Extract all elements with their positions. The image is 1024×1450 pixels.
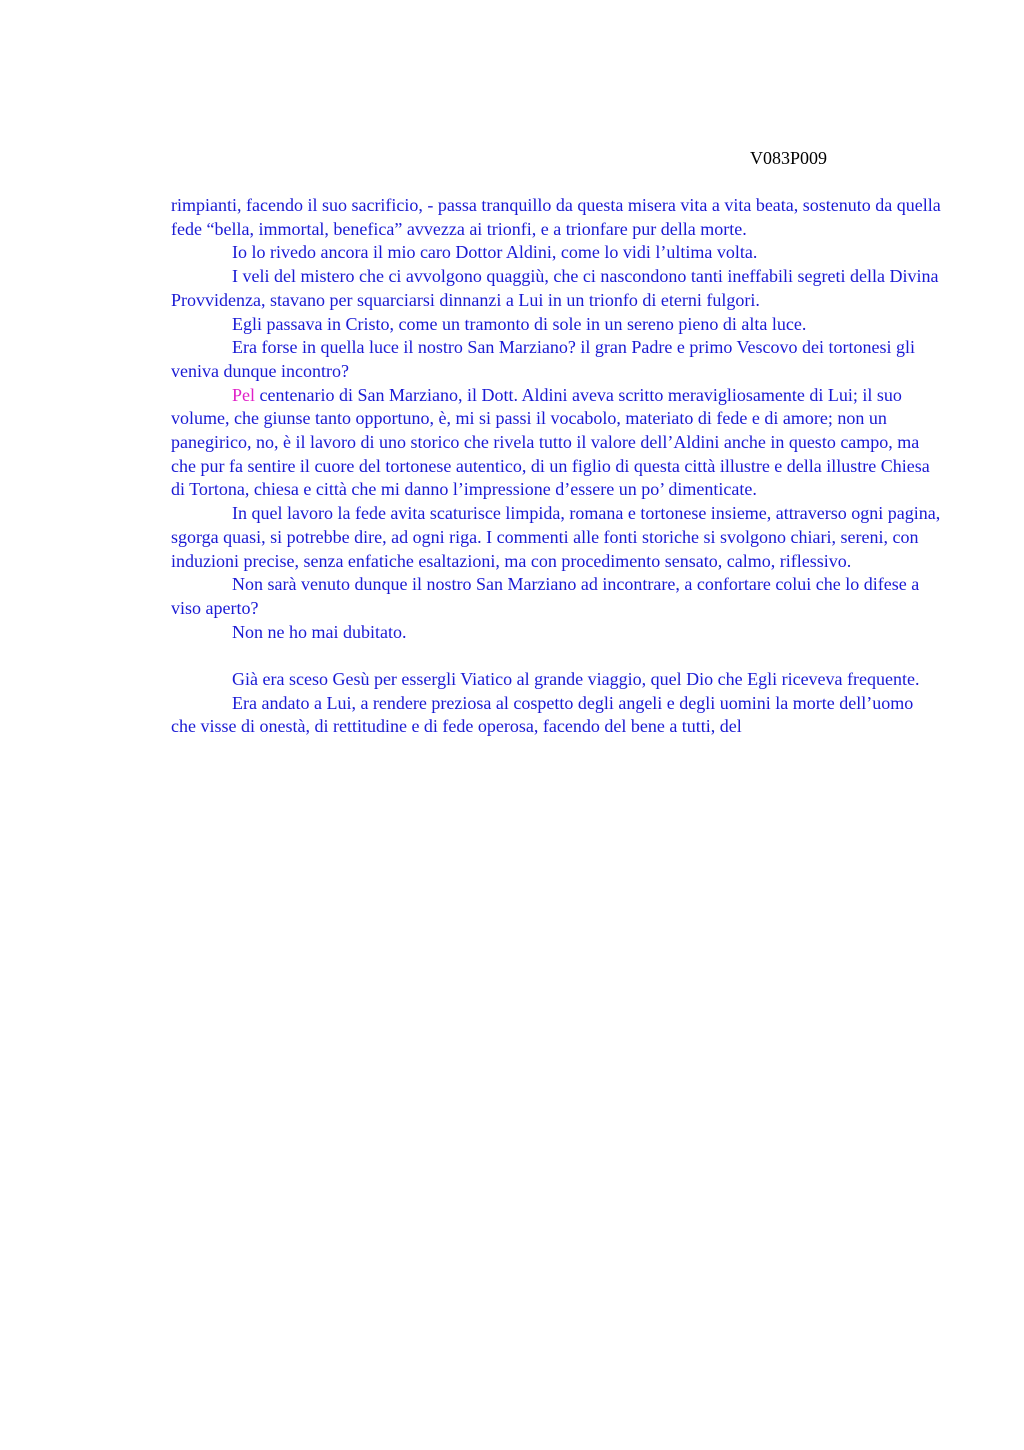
paragraph: Non ne ho mai dubitato. <box>232 621 407 642</box>
paragraph-text: centenario di San Marziano, il Dott. Aldini aveva scritto meravigliosamente di Lui; il suo volume, che giunse tanto opportuno, è, mi si passi il vocabolo, materiato di fede e di amore; non un panegirico, no, è il lavoro di uno storico che rivela tutto il valore dell’Aldini anche in questo campo, ma che pur fa sentire il cuore del tortonese autentico, di un figlio di questa città illustre e della illustre Chiesa di Tortona, chiesa e città che mi danno l’impressione d’essere un po’ dimenticate. <box>171 384 930 500</box>
paragraph: Non sarà venuto dunque il nostro San Marziano ad incontrare, a confortare colui che lo difese a viso aperto? <box>171 574 920 618</box>
paragraph: Era forse in quella luce il nostro San Marziano? il gran Padre e primo Vescovo dei tortonesi gli veniva dunque incontro? <box>171 337 915 381</box>
paragraph: Già era sceso Gesù per essergli Viatico al grande viaggio, quel Dio che Egli riceveva frequente. <box>232 669 920 690</box>
paragraph: I veli del mistero che ci avvolgono quaggiù, che ci nascondono tanti ineffabili segreti della Divina Provvidenza, stavano per squarciarsi dinnanzi a Lui in un trionfo di eterni fulgori. <box>171 266 939 310</box>
page-identifier: V083P009 <box>750 148 828 168</box>
paragraph <box>171 384 941 503</box>
document-body <box>171 194 941 739</box>
paragraph: In quel lavoro la fede avita scaturisce limpida, romana e tortonese insieme, attraverso ogni pagina, sgorga quasi, si potrebbe dire, ad ogni riga. I commenti alle fonti storiche si svolgono chiari, sereni, con induzioni precise, senza enfatiche esaltazioni, ma con procedimento sensato, calmo, riflessivo. <box>171 503 941 571</box>
paragraph: Egli passava in Cristo, come un tramonto di sole in un sereno pieno di alta luce. <box>232 313 807 334</box>
paragraph: rimpianti, facendo il suo sacrificio, - passa tranquillo da questa misera vita a vita beata, sostenuto da quella fede “bella, immortal, benefica” avvezza ai trionfi, e a trionfare pur della morte. <box>171 195 941 239</box>
highlighted-word: Pel <box>232 384 256 405</box>
paragraph-spacer <box>171 644 941 668</box>
paragraph: Era andato a Lui, a rendere preziosa al cospetto degli angeli e degli uomini la morte dell’uomo che visse di onestà, di rettitudine e di fede operosa, facendo del bene a tutti, del <box>171 692 914 737</box>
paragraph: Io lo rivedo ancora il mio caro Dottor Aldini, come lo vidi l’ultima volta. <box>232 242 758 263</box>
